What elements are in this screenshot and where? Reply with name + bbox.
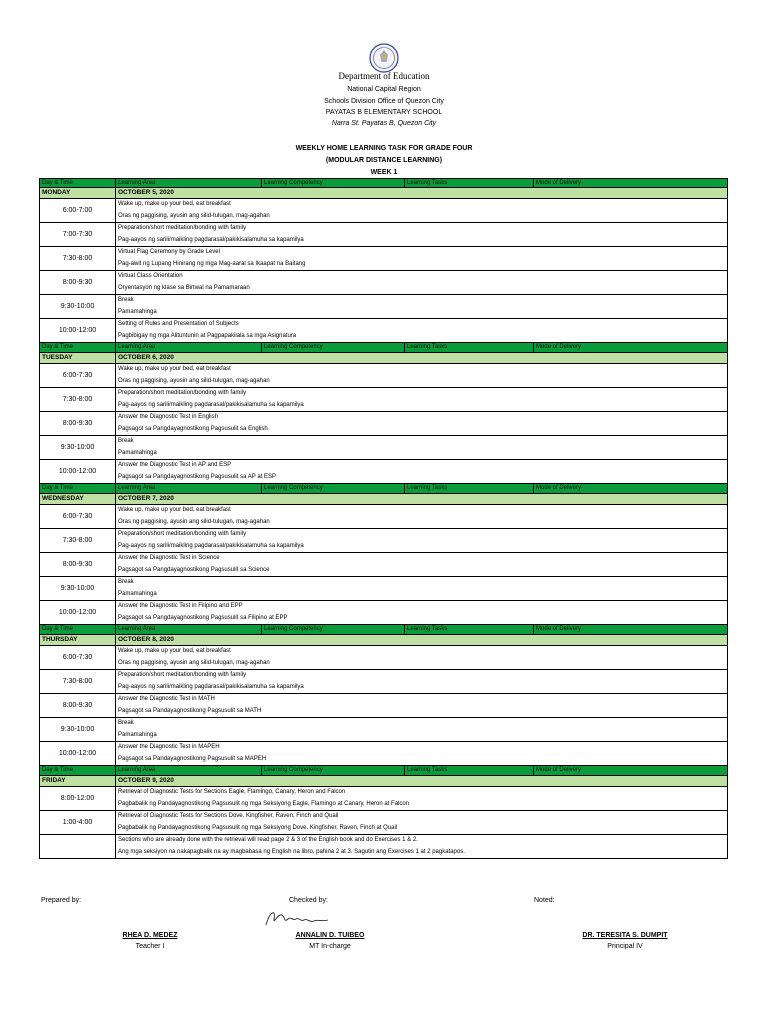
column-header: Day & Time	[42, 180, 74, 186]
column-header: Learning Tasks	[404, 484, 533, 493]
task-row	[39, 505, 728, 529]
day-date: OCTOBER 8, 2020	[115, 635, 727, 645]
activity-english: Preparation/short meditation/bonding with family	[118, 531, 247, 537]
noted-by-role: Principal IV	[607, 943, 643, 950]
time-slot: 8:00-9:30	[62, 561, 93, 568]
activity-filipino: Oras ng paggising, ayusin ang silid-tulugan, mag-agahan	[118, 659, 270, 666]
task-row	[39, 412, 728, 436]
activity-english: Preparation/short meditation/bonding with family	[118, 672, 247, 678]
activity-filipino: Pagsagot sa Pangdayagnostikong Pagsusulit sa Filipino at EPP	[118, 614, 288, 621]
schedule-table	[39, 178, 728, 859]
column-header: Mode of Delivery	[533, 343, 727, 352]
activity-cell	[115, 787, 727, 810]
time-slot: 10:00-12:00	[58, 609, 97, 616]
checker-signature	[262, 905, 336, 931]
day-date: OCTOBER 6, 2020	[115, 353, 727, 363]
day-name: FRIDAY	[42, 777, 66, 784]
activity-english: Break	[118, 297, 134, 303]
activity-english: Answer the Diagnostic Test in Filipino and EPP	[118, 603, 243, 609]
note-cell	[115, 835, 727, 858]
activity-cell	[115, 319, 727, 342]
column-header: Day & Time	[42, 485, 74, 491]
activity-filipino: Pag-aayos ng sarili/maikling pagdarasal/pakikisalamuha sa kapamilya	[118, 236, 304, 243]
prepared-by-label: Prepared by:	[41, 897, 82, 904]
column-header: Learning Tasks	[404, 625, 533, 634]
column-header: Learning Tasks	[404, 179, 533, 187]
task-row	[39, 811, 728, 835]
task-row	[39, 529, 728, 553]
column-header: Learning Area	[115, 625, 261, 634]
column-header-row	[39, 484, 728, 494]
school-address: Narra St. Payatas B, Quezon City	[331, 120, 437, 127]
day-row	[39, 353, 728, 364]
activity-cell	[115, 529, 727, 552]
activity-filipino: Pagsagot sa Pangdayagnostikong Pagsusulit sa AP at ESP	[118, 473, 276, 480]
activity-cell	[115, 271, 727, 294]
day-date: OCTOBER 5, 2020	[115, 188, 727, 198]
activity-filipino: Pamamahinga	[118, 731, 157, 738]
time-slot: 9:30-10:00	[60, 585, 95, 592]
time-slot: 7:30-8:00	[62, 678, 93, 685]
time-slot: 7:00-7:30	[62, 231, 93, 238]
column-header-row	[39, 343, 728, 353]
activity-english: Retrieval of Diagnostic Tests for Sections Eagle, Flamingo, Canary, Heron and Falcon	[118, 789, 346, 795]
activity-filipino: Oras ng paggising, ayusin ang silid-tulugan, mag-agahan	[118, 518, 270, 525]
note-english: Sections who are already done with the retrieval will read page 2 & 3 of the English book and do Exercises 1 & 2.	[118, 837, 418, 843]
day-row	[39, 188, 728, 199]
day-date: OCTOBER 9, 2020	[115, 776, 727, 786]
activity-english: Answer the Diagnostic Test in AP and ESP	[118, 462, 232, 468]
activity-cell	[115, 364, 727, 387]
activity-cell	[115, 505, 727, 528]
activity-cell	[115, 694, 727, 717]
activity-filipino: Pagbibigay ng mga Alituntunin at Pagpapakilala sa mga Asignatura	[118, 332, 297, 339]
activity-cell	[115, 718, 727, 741]
activity-filipino: Pamamahinga	[118, 308, 157, 315]
column-header: Mode of Delivery	[533, 766, 727, 775]
noted-by-name: DR. TERESITA S. DUMPIT	[582, 932, 668, 939]
column-header: Learning Area	[115, 343, 261, 352]
time-slot: 6:00-7:30	[62, 513, 93, 520]
activity-cell	[115, 577, 727, 600]
time-slot: 8:00-9:30	[62, 420, 93, 427]
activity-cell	[115, 670, 727, 693]
column-header: Day & Time	[42, 626, 74, 632]
note-filipino: Ang mga seksiyon na nakapagbalik na ay magbabasa ng English na libro, pahina 2 at 3. Sagutin ang Exercises 1 at 2 pagkatapos.	[118, 848, 465, 855]
document-title: WEEKLY HOME LEARNING TASK FOR GRADE FOUR	[295, 145, 473, 152]
checked-by-role: MT In-charge	[309, 943, 351, 950]
column-header: Day & Time	[42, 344, 74, 350]
activity-filipino: Pamamahinga	[118, 590, 157, 597]
day-name: THURSDAY	[42, 636, 78, 643]
checked-by-name: ANNALIN D. TUIBEO	[295, 932, 365, 939]
activity-cell	[115, 553, 727, 576]
activity-english: Answer the Diagnostic Test in MATH	[118, 696, 215, 702]
activity-english: Answer the Diagnostic Test in Science	[118, 555, 220, 561]
time-slot: 9:30-10:00	[60, 303, 95, 310]
time-slot: 10:00-12:00	[58, 468, 97, 475]
time-slot: 10:00-12:00	[58, 327, 97, 334]
activity-english: Virtual Class Orientation	[118, 273, 183, 279]
day-name: TUESDAY	[42, 354, 73, 361]
time-slot: 9:30-10:00	[60, 444, 95, 451]
task-row	[39, 646, 728, 670]
activity-english: Virtual Flag Ceremony by Grade Level	[118, 249, 220, 255]
activity-cell	[115, 460, 727, 483]
week-label: WEEK 1	[370, 169, 398, 176]
column-header: Mode of Delivery	[533, 179, 727, 187]
activity-english: Break	[118, 438, 134, 444]
activity-cell	[115, 811, 727, 834]
activity-english: Wake up, make up your bed, eat breakfast	[118, 507, 231, 513]
school-name: PAYATAS B ELEMENTARY SCHOOL	[325, 109, 443, 116]
column-header-row	[39, 766, 728, 776]
task-row	[39, 319, 728, 343]
column-header: Learning Competency	[261, 343, 404, 352]
column-header: Learning Area	[115, 179, 261, 187]
checked-by-label: Checked by:	[289, 897, 328, 904]
time-slot: 10:00-12:00	[58, 750, 97, 757]
column-header-row	[39, 625, 728, 635]
activity-filipino: Pagbabalik ng Pandayagnostikong Pagsusulit ng mga Seksiyong Eagle, Flamingo at Canary, Heron at Falcon	[118, 800, 410, 807]
activity-english: Preparation/short meditation/bonding with family	[118, 225, 247, 231]
task-row	[39, 787, 728, 811]
deped-seal-logo	[369, 43, 399, 73]
column-header: Learning Tasks	[404, 766, 533, 775]
task-row	[39, 436, 728, 460]
time-slot: 6:00-7:30	[62, 372, 93, 379]
activity-cell	[115, 223, 727, 246]
task-row	[39, 694, 728, 718]
activity-cell	[115, 412, 727, 435]
task-row	[39, 247, 728, 271]
activity-cell	[115, 436, 727, 459]
activity-filipino: Pagsagot sa Pangdayagnostikong Pagsusulit sa English	[118, 425, 268, 432]
day-name: MONDAY	[42, 189, 71, 196]
region-name: National Capital Region	[347, 86, 421, 93]
task-row	[39, 577, 728, 601]
activity-english: Wake up, make up your bed, eat breakfast	[118, 648, 231, 654]
time-slot: 1:00-4:00	[62, 819, 93, 826]
note-row	[39, 835, 728, 859]
column-header: Learning Area	[115, 484, 261, 493]
activity-filipino: Pagsagot sa Pangdayagnostikong Pagsusulit sa Science	[118, 566, 270, 573]
activity-cell	[115, 388, 727, 411]
column-header: Learning Competency	[261, 766, 404, 775]
time-slot: 9:30-10:00	[60, 726, 95, 733]
column-header-row	[39, 178, 728, 188]
column-header: Learning Competency	[261, 484, 404, 493]
task-row	[39, 364, 728, 388]
activity-cell	[115, 295, 727, 318]
task-row	[39, 223, 728, 247]
activity-filipino: Pagsagot sa Pandayagnostikong Pagsusulit sa MATH	[118, 707, 262, 714]
activity-english: Wake up, make up your bed, eat breakfast	[118, 366, 231, 372]
activity-english: Break	[118, 720, 134, 726]
day-name: WEDNESDAY	[42, 495, 84, 502]
activity-filipino: Pagsagot sa Pandayagnostikong Pagsusulit sa MAPEH	[118, 755, 267, 762]
activity-cell	[115, 742, 727, 765]
column-header: Mode of Delivery	[533, 484, 727, 493]
time-slot: 6:00-7:30	[62, 654, 93, 661]
time-slot: 8:00-9:30	[62, 702, 93, 709]
activity-filipino: Pag-aayos ng sarili/maikling pagdarasal/pakikisalamuha sa kapamilya	[118, 401, 304, 408]
activity-filipino: Oras ng paggising, ayusin ang silid-tulugan, mag-agahan	[118, 377, 270, 384]
activity-english: Retrieval of Diagnostic Tests for Sections Dove, Kingfisher, Raven, Finch and Quail	[118, 813, 339, 819]
day-row	[39, 494, 728, 505]
task-row	[39, 742, 728, 766]
day-row	[39, 776, 728, 787]
day-row	[39, 635, 728, 646]
column-header: Learning Area	[115, 766, 261, 775]
time-slot: 7:30-8:00	[62, 537, 93, 544]
activity-cell	[115, 601, 727, 624]
time-slot: 7:30-8:00	[62, 396, 93, 403]
activity-cell	[115, 199, 727, 222]
task-row	[39, 601, 728, 625]
task-row	[39, 553, 728, 577]
task-row	[39, 388, 728, 412]
prepared-by-name: RHEA D. MEDEZ	[122, 932, 178, 939]
activity-filipino: Pag-aayos ng sarili/maikling pagdarasal/pakikisalamuha sa kapamilya	[118, 683, 304, 690]
department-name: Department of Education	[338, 71, 430, 81]
activity-english: Answer the Diagnostic Test in English	[118, 414, 218, 420]
activity-cell	[115, 646, 727, 669]
activity-filipino: Pag-aayos ng sarili/maikling pagdarasal/pakikisalamuha sa kapamilya	[118, 542, 304, 549]
activity-filipino: Pag-awit ng Lupang Hinirang ng mga Mag-aaral sa Ikaapat na Baitang	[118, 260, 306, 267]
activity-english: Break	[118, 579, 134, 585]
division-name: Schools Division Office of Quezon City	[324, 98, 444, 105]
note-blank-cell	[40, 835, 115, 858]
task-row	[39, 460, 728, 484]
column-header: Learning Competency	[261, 179, 404, 187]
task-row	[39, 271, 728, 295]
activity-filipino: Pagbabalik ng Pandayagnostikong Pagsusulit ng mga Seksiyong Dove, Kingfisher, Raven, Finch at Quail	[118, 824, 398, 831]
column-header: Learning Tasks	[404, 343, 533, 352]
activity-english: Wake up, make up your bed, eat breakfast	[118, 201, 231, 207]
activity-english: Answer the Diagnostic Test in MAPEH	[118, 744, 220, 750]
time-slot: 7:30-8:00	[62, 255, 93, 262]
task-row	[39, 295, 728, 319]
day-date: OCTOBER 7, 2020	[115, 494, 727, 504]
prepared-by-role: Teacher I	[135, 943, 165, 950]
activity-english: Setting of Rules and Presentation of Subjects	[118, 321, 239, 327]
document-subtitle: (MODULAR DISTANCE LEARNING)	[325, 157, 443, 164]
column-header: Mode of Delivery	[533, 625, 727, 634]
activity-english: Preparation/short meditation/bonding with family	[118, 390, 247, 396]
time-slot: 8:00-12:00	[60, 795, 95, 802]
activity-filipino: Oryentasyon ng klase sa Birtwal na Pamamaraan	[118, 284, 250, 291]
time-slot: 8:00-9:30	[62, 279, 93, 286]
task-row	[39, 199, 728, 223]
activity-filipino: Oras ng paggising, ayusin ang silid-tulugan, mag-agahan	[118, 212, 270, 219]
activity-filipino: Pamamahinga	[118, 449, 157, 456]
column-header: Learning Competency	[261, 625, 404, 634]
noted-label: Noted:	[534, 897, 555, 904]
activity-cell	[115, 247, 727, 270]
task-row	[39, 670, 728, 694]
column-header: Day & Time	[42, 767, 74, 773]
task-row	[39, 718, 728, 742]
time-slot: 6:00-7:00	[62, 207, 93, 214]
